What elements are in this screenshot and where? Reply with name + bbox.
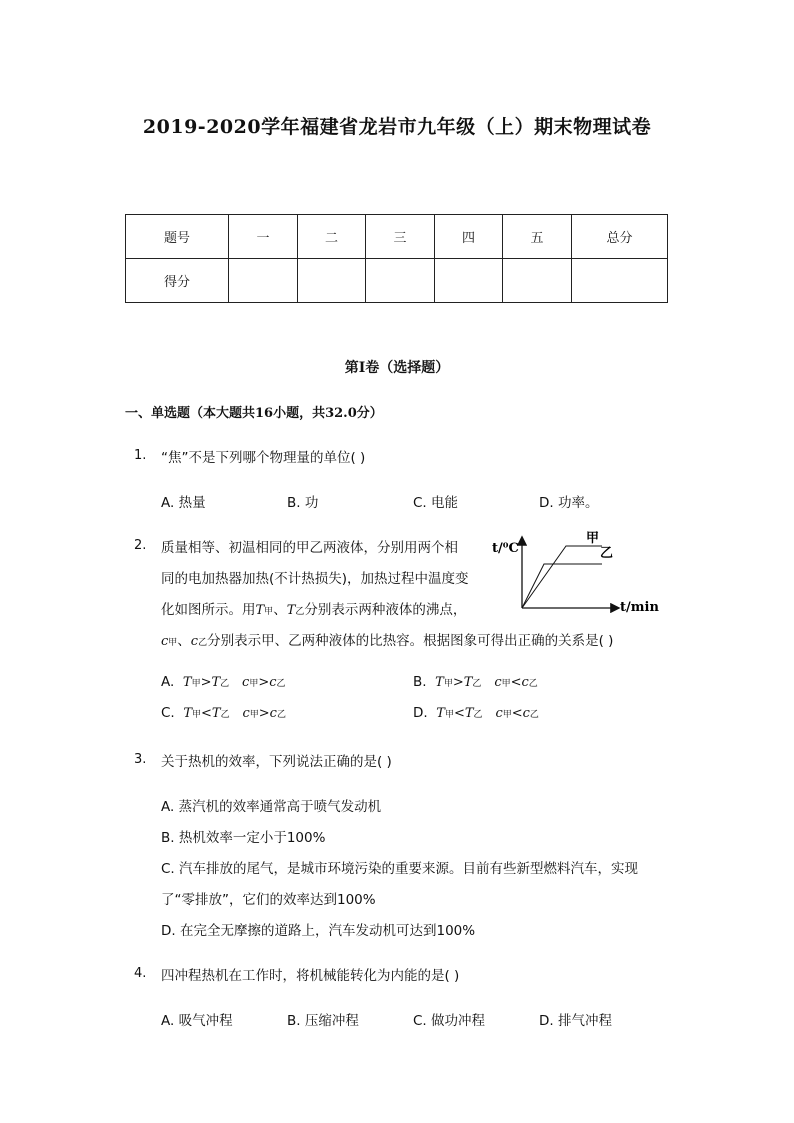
text-span: 、	[273, 602, 287, 618]
subscript-jia: 甲	[501, 679, 511, 689]
text-span: 分别表示两种液体的沸点，	[304, 602, 467, 618]
subscript-jia: 甲	[249, 679, 259, 689]
symbol-c: c	[495, 706, 503, 721]
question-number: 2.	[134, 538, 147, 553]
option-letter: B.	[413, 674, 427, 690]
option-a	[161, 674, 286, 690]
symbol-c: c	[242, 675, 250, 690]
symbol-c: c	[269, 675, 277, 690]
score-cell	[298, 259, 366, 303]
symbol-T: T	[436, 706, 445, 721]
series-jia-label: 甲	[586, 531, 600, 546]
x-axis-label: t/min	[620, 600, 659, 615]
subscript-yi: 乙	[295, 607, 305, 617]
relation: <	[453, 706, 465, 721]
option-b: B. 功	[287, 495, 319, 511]
y-axis-label: t/⁰C	[492, 541, 519, 556]
subscript-yi: 乙	[276, 679, 286, 689]
score-cell	[229, 259, 298, 303]
table-cell: 二	[298, 215, 366, 259]
subscript-jia: 甲	[502, 710, 512, 720]
option-d: D. 功率。	[539, 495, 599, 511]
symbol-T: T	[435, 675, 444, 690]
table-cell: 五	[503, 215, 572, 259]
option-d: D. 在完全无摩擦的道路上，汽车发动机可达到100%	[161, 923, 476, 939]
relation: >	[258, 706, 270, 721]
relation: <	[511, 706, 523, 721]
subscript-yi: 乙	[473, 710, 483, 720]
option-d: D. 排气冲程	[539, 1013, 612, 1029]
subscript-jia: 甲	[249, 710, 259, 720]
option-letter: A.	[161, 674, 175, 690]
option-a: A. 蒸汽机的效率通常高于喷气发动机	[161, 799, 382, 815]
option-c: C. 电能	[413, 495, 459, 511]
score-table-header-row	[126, 215, 668, 259]
symbol-T: T	[255, 603, 265, 618]
option-b: B. 热机效率一定小于100%	[161, 830, 326, 846]
part-heading: 一、单选题（本大题共16小题，共32.0分）	[125, 406, 383, 421]
symbol-c: c	[161, 634, 169, 649]
score-cell	[503, 259, 572, 303]
option-a: A. 热量	[161, 495, 206, 511]
symbol-c: c	[242, 706, 250, 721]
table-cell: 得分	[126, 259, 229, 303]
score-cell	[572, 259, 668, 303]
symbol-c: c	[521, 675, 529, 690]
symbol-c: c	[522, 706, 530, 721]
question-line	[161, 598, 466, 618]
subscript-jia: 甲	[168, 638, 178, 648]
question-line	[161, 629, 613, 649]
subscript-jia: 甲	[443, 679, 453, 689]
symbol-T: T	[286, 603, 296, 618]
table-cell: 题号	[126, 215, 229, 259]
question-number: 3.	[134, 752, 147, 767]
score-cell	[435, 259, 503, 303]
symbol-T: T	[183, 706, 192, 721]
score-table	[125, 214, 668, 303]
subscript-yi: 乙	[220, 710, 230, 720]
option-c	[161, 705, 286, 721]
question-line: 质量相等、初温相同的甲乙两液体，分别用两个相	[161, 540, 458, 556]
subscript-jia: 甲	[191, 710, 201, 720]
question-number: 1.	[134, 448, 147, 463]
symbol-T: T	[463, 675, 473, 690]
series-jia-line	[522, 546, 602, 608]
subscript-yi: 乙	[198, 638, 208, 648]
table-cell: 一	[229, 215, 298, 259]
relation: <	[510, 675, 522, 690]
subscript-yi: 乙	[220, 679, 230, 689]
document-title: 2019-2020学年福建省龙岩市九年级（上）期末物理试卷	[142, 116, 652, 138]
score-cell	[366, 259, 435, 303]
question-text: 四冲程热机在工作时，将机械能转化为内能的是( )	[161, 968, 460, 984]
subscript-jia: 甲	[191, 679, 201, 689]
symbol-T: T	[182, 675, 192, 690]
subscript-jia: 甲	[264, 607, 274, 617]
option-b	[413, 674, 538, 690]
relation: <	[201, 706, 212, 721]
subscript-yi: 乙	[528, 679, 538, 689]
option-c-continued: 了“零排放”，它们的效率达到100%	[161, 892, 376, 908]
text-span: 、	[177, 633, 191, 649]
symbol-T: T	[211, 675, 221, 690]
option-d	[413, 705, 539, 721]
option-b: B. 压缩冲程	[287, 1013, 359, 1029]
table-cell: 三	[366, 215, 435, 259]
symbol-T: T	[464, 706, 474, 721]
subscript-jia: 甲	[444, 710, 454, 720]
text-span: 化如图所示。用	[161, 602, 256, 618]
question-line: 同的电加热器加热(不计热损失)，加热过程中温度变	[161, 571, 469, 587]
table-cell: 总分	[572, 215, 668, 259]
symbol-T: T	[211, 706, 221, 721]
relation: >	[200, 675, 212, 690]
option-letter: C.	[161, 705, 175, 721]
symbol-c: c	[190, 634, 199, 649]
subscript-yi: 乙	[472, 679, 482, 689]
temperature-time-graph	[488, 524, 668, 620]
series-yi-label: 乙	[600, 546, 614, 561]
option-letter: D.	[413, 705, 428, 721]
option-a: A. 吸气冲程	[161, 1013, 233, 1029]
section-heading: 第I卷（选择题）	[344, 360, 450, 376]
question-text: “焦”不是下列哪个物理量的单位( )	[161, 450, 366, 466]
question-number: 4.	[134, 966, 147, 981]
series-yi-line	[522, 564, 602, 608]
subscript-yi: 乙	[529, 710, 539, 720]
relation: >	[452, 675, 464, 690]
score-table-score-row	[126, 259, 668, 303]
option-c: C. 汽车排放的尾气，是城市环境污染的重要来源。目前有些新型燃料汽车，实现	[161, 861, 639, 877]
symbol-c: c	[494, 675, 502, 690]
question-text: 关于热机的效率，下列说法正确的是( )	[161, 754, 392, 770]
relation: >	[258, 675, 270, 690]
text-span: 分别表示甲、乙两种液体的比热容。根据图象可得出正确的关系是( )	[207, 633, 614, 649]
table-cell: 四	[435, 215, 503, 259]
option-c: C. 做功冲程	[413, 1013, 486, 1029]
symbol-c: c	[269, 706, 277, 721]
subscript-yi: 乙	[276, 710, 286, 720]
